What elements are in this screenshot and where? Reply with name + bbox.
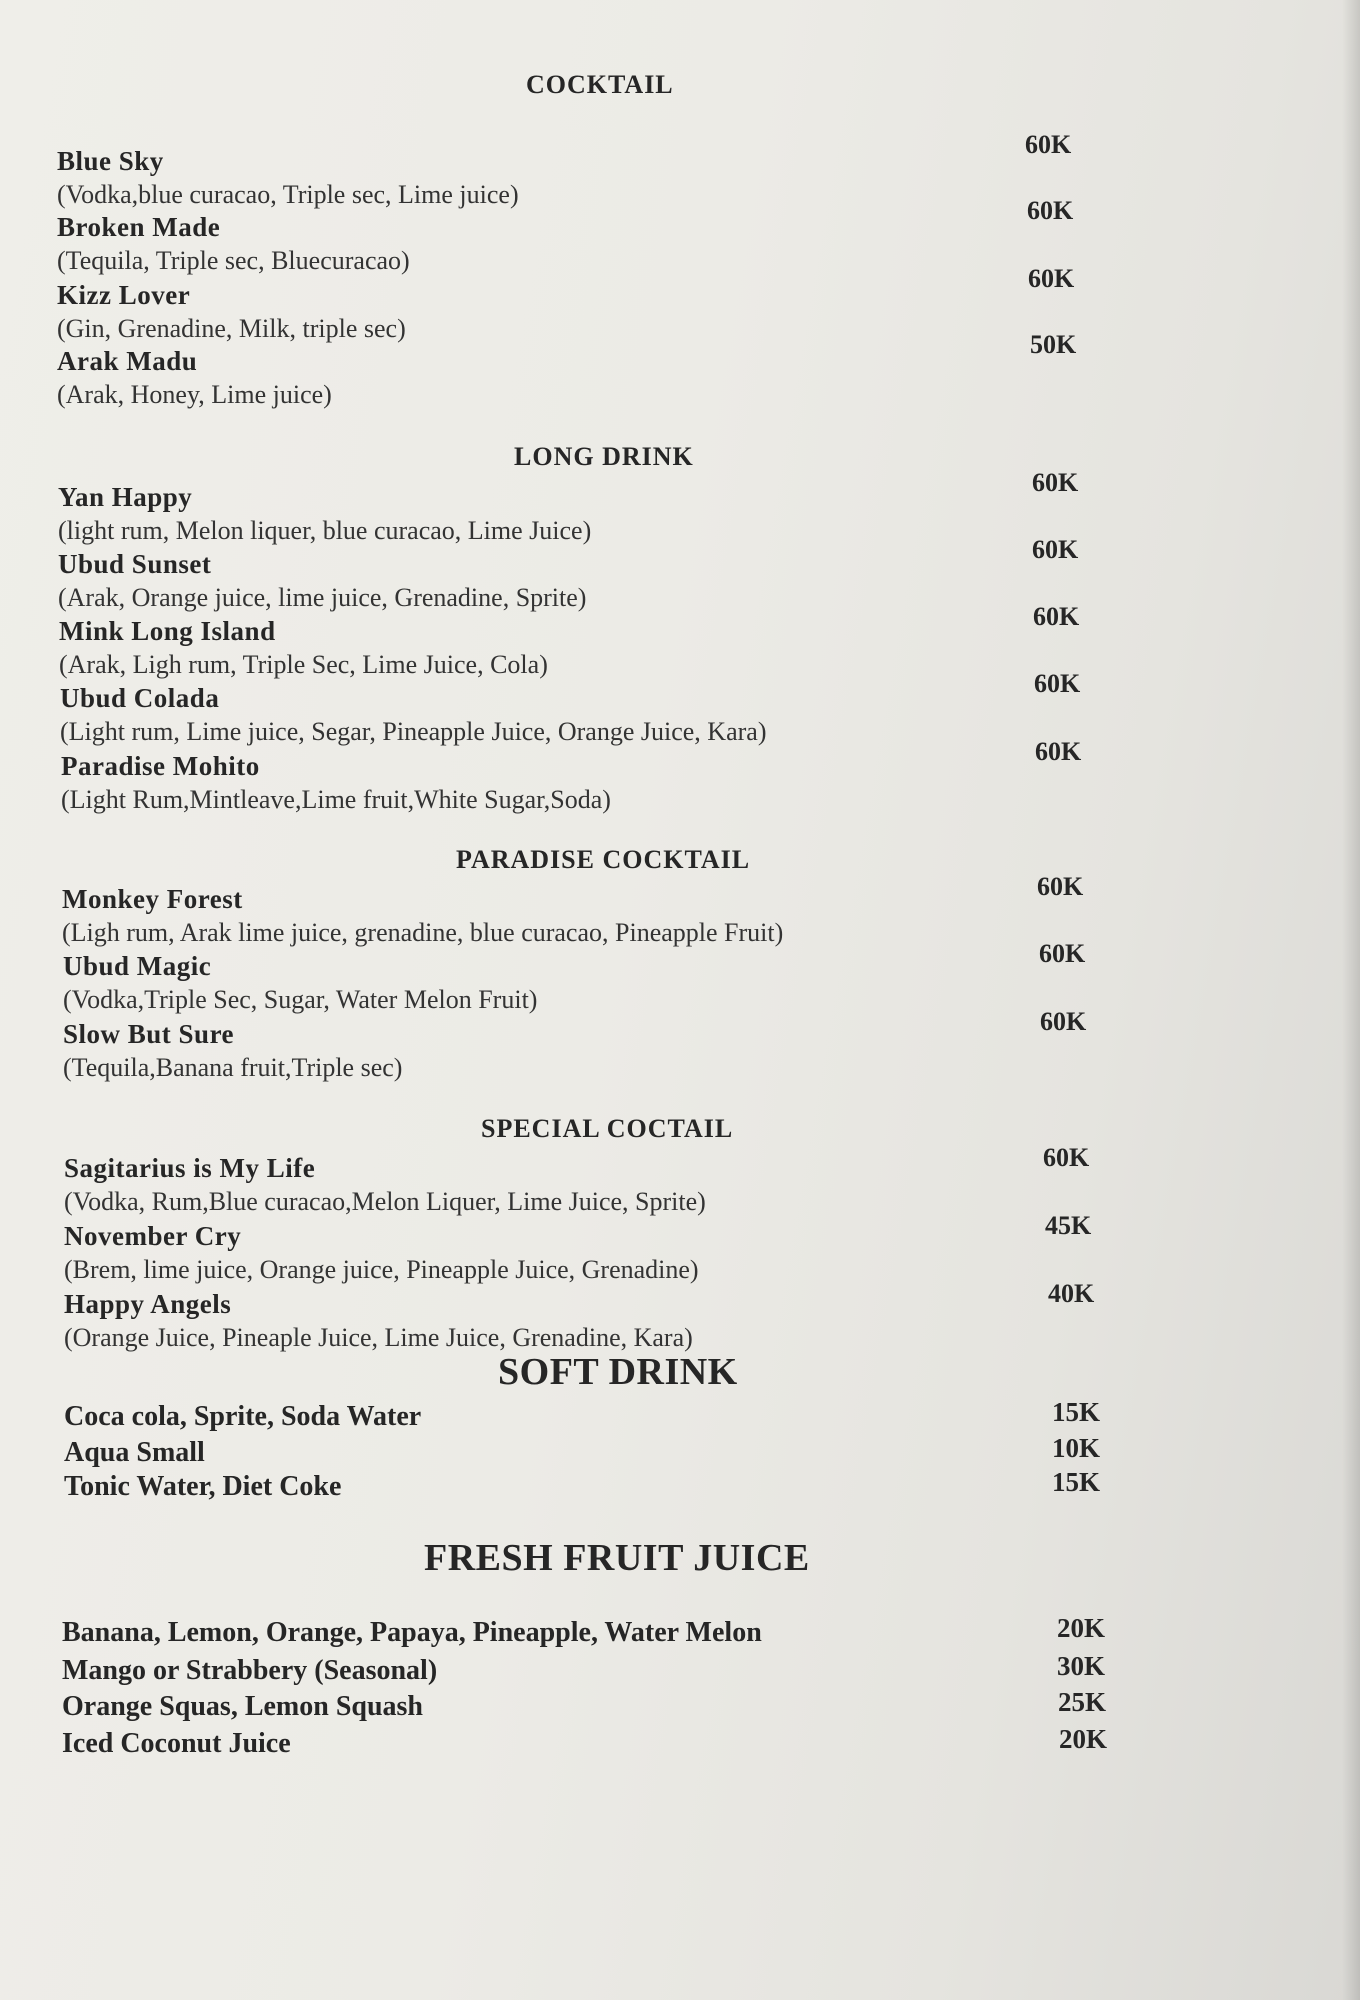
section-title-long-drink: LONG DRINK	[514, 442, 694, 471]
item-price: 30K	[1057, 1651, 1106, 1681]
item-description: (Brem, lime juice, Orange juice, Pineapple Juice, Grenadine)	[64, 1255, 699, 1284]
item-price: 15K	[1052, 1397, 1101, 1427]
section-title-fresh-fruit-juice: FRESH FRUIT JUICE	[424, 1537, 810, 1579]
item-description: (Arak, Honey, Lime juice)	[57, 380, 332, 409]
item-price: 60K	[1028, 264, 1075, 293]
menu-item	[0, 872, 1360, 954]
menu-item	[0, 130, 1360, 216]
item-description: (Vodka, Rum,Blue curacao,Melon Liquer, Lime Juice, Sprite)	[64, 1187, 706, 1216]
item-name: Blue Sky	[57, 146, 164, 176]
section-title-special-coctail: SPECIAL COCTAIL	[481, 1114, 734, 1143]
item-description: (Light Rum,Mintleave,Lime fruit,White Sugar,Soda)	[61, 785, 611, 814]
item-price: 60K	[1043, 1143, 1090, 1172]
item-price: 60K	[1033, 602, 1080, 631]
item-price: 40K	[1048, 1279, 1095, 1308]
item-description: (Ligh rum, Arak lime juice, grenadine, blue curacao, Pineapple Fruit)	[62, 918, 784, 947]
item-price: 10K	[1052, 1433, 1101, 1463]
item-name: Ubud Sunset	[58, 549, 212, 579]
item-price: 60K	[1037, 872, 1084, 901]
item-name: Paradise Mohito	[61, 751, 260, 781]
section-title-paradise-cocktail: PARADISE COCKTAIL	[456, 845, 751, 874]
item-name: Mango or Strabbery (Seasonal)	[62, 1655, 438, 1686]
menu-item	[0, 535, 1360, 619]
menu-item	[0, 196, 1360, 282]
item-price: 45K	[1045, 1211, 1092, 1240]
section-title-cocktail: COCKTAIL	[526, 70, 674, 99]
item-description: (light rum, Melon liquer, blue curacao, Lime Juice)	[58, 516, 592, 545]
item-price: 60K	[1027, 196, 1074, 225]
item-name: Orange Squas, Lemon Squash	[62, 1691, 424, 1722]
item-price: 60K	[1039, 939, 1086, 968]
item-description: (Arak, Orange juice, lime juice, Grenadine, Sprite)	[58, 583, 587, 612]
menu-item	[0, 330, 1360, 416]
item-name: Arak Madu	[57, 346, 198, 376]
menu-item	[0, 1651, 1360, 1689]
item-description: (Tequila,Banana fruit,Triple sec)	[63, 1053, 403, 1082]
item-price: 60K	[1032, 535, 1079, 564]
item-price: 50K	[1030, 330, 1077, 359]
item-price: 60K	[1032, 468, 1079, 497]
menu-item	[0, 1397, 1360, 1435]
menu-item	[0, 1687, 1360, 1725]
menu-item	[0, 737, 1360, 821]
menu-item	[0, 264, 1360, 350]
menu-item	[0, 1433, 1360, 1471]
item-name: Ubud Colada	[60, 683, 220, 713]
item-description: (Orange Juice, Pineaple Juice, Lime Juice, Grenadine, Kara)	[64, 1323, 693, 1352]
menu-item	[0, 1211, 1360, 1291]
menu-item	[0, 1613, 1360, 1651]
item-name: Mink Long Island	[59, 616, 276, 646]
item-price: 60K	[1025, 130, 1072, 159]
item-name: Yan Happy	[58, 482, 193, 512]
item-description: (Tequila, Triple sec, Bluecuracao)	[57, 246, 410, 275]
item-description: (Arak, Ligh rum, Triple Sec, Lime Juice, Cola)	[59, 650, 548, 679]
item-price: 60K	[1034, 669, 1081, 698]
menu-item	[0, 1143, 1360, 1223]
item-price: 60K	[1040, 1007, 1087, 1036]
item-name: Coca cola, Sprite, Soda Water	[64, 1401, 422, 1432]
item-description: (Gin, Grenadine, Milk, triple sec)	[57, 314, 406, 343]
page-edge-shadow	[1342, 0, 1360, 2000]
menu-item	[0, 1724, 1360, 1762]
item-description: (Vodka,blue curacao, Triple sec, Lime juice)	[57, 180, 519, 209]
item-name: Iced Coconut Juice	[62, 1728, 291, 1759]
item-price: 20K	[1059, 1724, 1108, 1754]
menu-item	[0, 1007, 1360, 1089]
item-name: Aqua Small	[64, 1437, 205, 1468]
item-name: November Cry	[64, 1221, 242, 1251]
menu-item	[0, 468, 1360, 552]
item-description: (Vodka,Triple Sec, Sugar, Water Melon Fruit)	[63, 985, 538, 1014]
item-name: Sagitarius is My Life	[64, 1153, 316, 1183]
menu-item	[0, 1279, 1360, 1359]
item-name: Kizz Lover	[57, 280, 191, 310]
item-price: 15K	[1052, 1467, 1101, 1497]
menu-item	[0, 939, 1360, 1021]
item-name: Tonic Water, Diet Coke	[64, 1471, 342, 1502]
item-price: 60K	[1035, 737, 1082, 766]
menu-item	[0, 669, 1360, 753]
item-description: (Light rum, Lime juice, Segar, Pineapple Juice, Orange Juice, Kara)	[60, 717, 767, 746]
item-name: Banana, Lemon, Orange, Papaya, Pineapple, Water Melon	[62, 1617, 762, 1648]
item-name: Slow But Sure	[63, 1019, 235, 1049]
menu-item	[0, 602, 1360, 686]
item-price: 25K	[1058, 1687, 1107, 1717]
item-name: Monkey Forest	[62, 884, 243, 914]
item-name: Happy Angels	[64, 1289, 232, 1319]
item-price: 20K	[1057, 1613, 1106, 1643]
item-name: Broken Made	[57, 212, 221, 242]
item-name: Ubud Magic	[63, 951, 212, 981]
menu-item	[0, 1467, 1360, 1505]
section-title-soft-drink: SOFT DRINK	[498, 1351, 738, 1393]
